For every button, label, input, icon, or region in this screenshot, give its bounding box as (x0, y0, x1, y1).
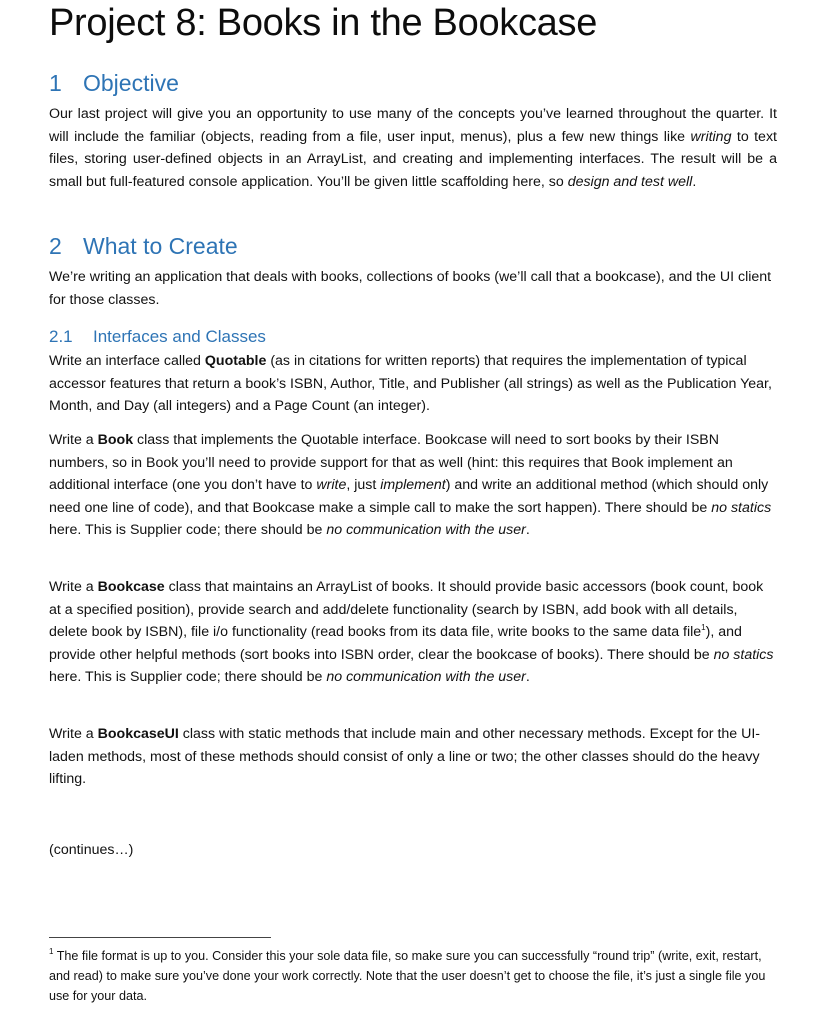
footnote-text: The file format is up to you. Consider this your sole data file, so make sure you can successfully “round trip” (write, exit, restart, and read) to make sure you’ve done your work correctly. Note that the user doesn’t get to choose the file, it’s just a single file you use for your data. (49, 949, 766, 1003)
emphasis-writing: writing (690, 128, 732, 145)
section-heading-what-to-create (49, 233, 238, 260)
objective-paragraph: Our last project will give you an opportunity to use many of the concepts you’ve learned throughout the quarter. It will include the familiar (objects, reading from a file, user input, menus), plus a few new things like writing to text files, storing user-defined objects in an ArrayList, and creating and implementing interfaces. The result will be a small but full-featured console application. You’ll be given little scaffolding here, so design and test well. (49, 106, 777, 190)
footnote (49, 946, 777, 1006)
subsection-number: 2.1 (49, 327, 73, 346)
emphasis-design-test: design and test well (567, 173, 693, 190)
footnote-separator (49, 937, 271, 938)
section-heading-objective (49, 70, 179, 97)
page-title: Project 8: Books in the Bookcase (49, 2, 598, 44)
section-number: 1 (49, 70, 62, 96)
section-number: 2 (49, 233, 62, 259)
subsection-title: Interfaces and Classes (93, 327, 266, 346)
term-bookcaseui: BookcaseUI (97, 726, 179, 742)
section-title: Objective (83, 70, 179, 96)
subsection-heading-interfaces (49, 327, 266, 347)
footnote-reference[interactable]: 1 (701, 623, 706, 633)
quotable-paragraph: Write an interface called Quotable (as in citations for written reports) that requires the implementation of typical accessor features that return a book’s ISBN, Author, Title, and Publisher (all strings) as well as the Publication Year, Month, and Day (all integers) and a Page Count (an integer). (49, 353, 772, 415)
book-paragraph: Write a Book class that implements the Quotable interface. Bookcase will need to sort books by their ISBN numbers, so in Book you’ll need to provide support for that as well (hint: this requires that Book implement an additional interface (one you don’t have to write, just implement) and write an additional method (which should only need one line of code), and that Bookcase make a simple call to make the sort happen). There should be no statics here. This is Supplier code; there should be no communication with the user. (49, 432, 772, 539)
continues-note: (continues…) (49, 842, 134, 858)
term-bookcase: Bookcase (97, 579, 165, 595)
bookcaseui-paragraph: Write a BookcaseUI class with static methods that include main and other necessary methods. Except for the UI-laden methods, most of these methods should consist of only a line or two; the other classes should do the heavy lifting. (49, 726, 761, 788)
term-quotable: Quotable (204, 353, 267, 369)
footnote-marker: 1 (49, 947, 54, 956)
what-to-create-paragraph: We’re writing an application that deals with books, collections of books (we’ll call that a bookcase), and the UI client for those classes. (49, 269, 772, 308)
section-title: What to Create (83, 233, 238, 259)
term-book: Book (97, 432, 134, 448)
bookcase-paragraph: Write a Bookcase class that maintains an ArrayList of books. It should provide basic accessors (book count, book at a specified position), provide search and add/delete functionality (search by ISBN, add book with all details, delete book by ISBN), file i/o functionality (read books from its data file, write books to the same data file$^1$), and provide other helpful methods (sort books into ISBN order, clear the bookcase of books). There should be no statics here. This is Supplier code; there should be no communication with the user. (49, 579, 774, 686)
